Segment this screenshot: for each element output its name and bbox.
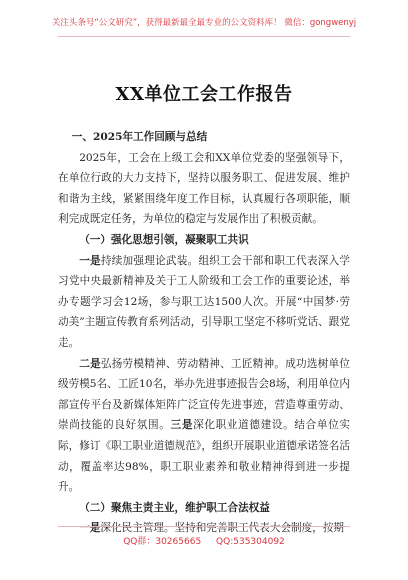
point-text: 深化职业道德建设。结合单位实际，修订《职工职业道德规范》，组织开展职业道德承诺签名活动，覆盖率达98%，职工职业素养和敬业精神得到进一步提升。	[58, 419, 351, 494]
point-text: 深化民主管理。坚持和完善职工代表大会制度，按期	[100, 522, 345, 535]
footer-divider	[58, 526, 350, 527]
footer	[0, 534, 408, 547]
point-lead: 三是	[170, 419, 194, 432]
footer-qq-group: QQ群：30265665	[123, 537, 202, 547]
point-lead: 二是	[79, 357, 101, 370]
paragraph-sub1-point2-3	[58, 354, 350, 498]
header-note: 关注头条号“公文研究”，获得最新最全最专业的公文资料库！ 微信：gongwenyj	[51, 18, 357, 28]
point-text: 持续加强理论武装。组织工会干部和职工代表深入学习党中央最新精神及关于工人阶级和工会工作的重要论述，举办专题学习会12场，参与职工达1500人次。开展“中国梦·劳动美”主题宣传教育系列活动，引导职工坚定不移听党话、跟党走。	[58, 254, 351, 349]
header-divider	[58, 36, 350, 37]
point-lead: 一是	[79, 522, 101, 535]
subsection-heading-1: （一）强化思想引领，凝聚职工共识	[79, 233, 249, 246]
point-text: 弘扬劳模精神、劳动精神、工匠精神。成功选树单位级劳模5名、工匠10名，举办先进事迹报告会8场，利用单位内部宣传平台及新媒体矩阵广泛宣传先进事迹，营造尊重劳动、崇尚技能的良好氛围。	[58, 357, 351, 432]
document-title: XX单位工会工作报告	[115, 84, 293, 105]
footer-qq: QQ:535304092	[216, 537, 285, 547]
section-heading-1: 一、2025年工作回顾与总结	[71, 131, 208, 143]
document-body	[58, 127, 350, 539]
intro-paragraph: 2025年，工会在上级工会和XX单位党委的坚强领导下，在单位行政的大力支持下，坚持以服务职工、促进发展、维护和谐为主线，紧紧围绕年度工作目标，认真履行各项职能，顺利完成既定任务，为单位的稳定与发展作出了积极贡献。	[58, 151, 350, 226]
point-lead: 一是	[79, 254, 101, 267]
subsection-heading-2: （二）聚焦主责主业，维护职工合法权益	[79, 501, 270, 514]
paragraph-sub1-point1	[58, 251, 350, 354]
